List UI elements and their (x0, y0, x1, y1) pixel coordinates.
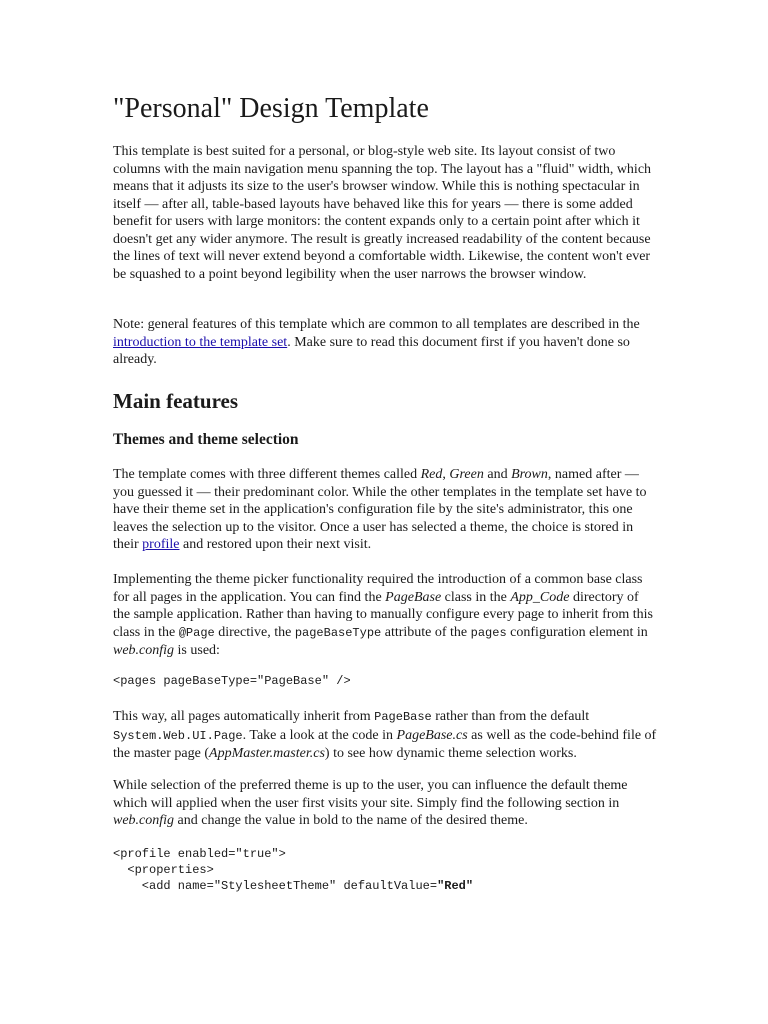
code-block-pages: <pages pageBaseType="PageBase" /> (113, 674, 351, 688)
themes-paragraph-1 (113, 466, 658, 554)
code-text: <add name="StylesheetTheme" defaultValue= (113, 879, 438, 893)
code-page-directive: @Page (178, 625, 215, 640)
class-name-pagebase: PageBase (385, 589, 442, 605)
text-span: , named after — you guessed it — their predominant color. While the other templates in the template set have to have their theme set in the application's configuration file by the site's administrator, this one leaves the selection up to the visitor. Once a user has selected a theme, the choice is stored in their (113, 467, 647, 552)
text-span: directory of the sample application. Rather than having to manually configure every page to inherit from this class in the (113, 589, 654, 640)
code-system-web-ui-page: System.Web.UI.Page (113, 728, 243, 743)
file-name-webconfig: web.config (113, 813, 175, 828)
page-title: "Personal" Design Template (113, 93, 429, 124)
code-default-value-bold: "Red" (437, 879, 474, 893)
note-text-after: . Make sure to read this document first if you haven't done so already. (113, 334, 630, 367)
template-set-intro-link[interactable]: introduction to the template set (113, 334, 288, 350)
text-span: The template comes with three different themes called (113, 467, 421, 482)
themes-paragraph-2 (113, 571, 658, 660)
code-line: <profile enabled="true"> (113, 847, 286, 861)
text-span: This way, all pages automatically inherit from (113, 709, 375, 724)
file-name-webconfig: web.config (113, 643, 175, 658)
text-span: and (483, 467, 512, 482)
text-span: While selection of the preferred theme is up to the user, you can influence the default theme which will applied when the user first visits your site. Simply find the following section in (113, 778, 628, 811)
theme-name-brown: Brown (511, 467, 548, 482)
code-block-profile (113, 846, 473, 894)
text-span: and change the value in bold to the name of the desired theme. (174, 813, 528, 828)
theme-name-red: Red (420, 467, 443, 482)
intro-paragraph: This template is best suited for a personal, or blog-style web site. Its layout consist of two columns with the main navigation menu spanning the top. The layout has a "fluid" width, which means that it adjusts its size to the user's browser window. While this is nothing spectacular in itself — after all, table-based layouts have behaved like this for years — there is some added benefit for users with large monitors: the content expands only to a certain point after which it doesn't get any wider anymore. The result is greatly increased readability of the content because the lines of text will never extend beyond a comfortable width. Likewise, the content won't ever be squashed to a point beyond legibility when the user narrows the browser window. (113, 144, 652, 282)
code-line: <properties> (113, 863, 214, 877)
text-span: configuration element in (506, 624, 648, 640)
text-span: . Take a look at the code in (242, 727, 397, 743)
themes-paragraph-4 (113, 777, 658, 830)
file-name-pagebase-cs: PageBase.cs (396, 727, 468, 743)
file-name-appmaster: AppMaster.master.cs (209, 746, 325, 761)
text-span: directive, the (214, 624, 295, 640)
code-pages: pages (470, 625, 507, 640)
text-span: is used: (174, 643, 220, 658)
text-span: and restored upon their next visit. (179, 537, 372, 552)
text-span: rather than from the default (431, 709, 590, 724)
code-pagebase: PageBase (374, 710, 432, 724)
note-paragraph (113, 316, 658, 369)
text-span: Implementing the theme picker functionality required the introduction of a common base class for all pages in the application. You can find the (113, 572, 643, 605)
directory-name-appcode: App_Code (510, 589, 570, 605)
text-span: class in the (441, 589, 511, 605)
code-pagebasetype: pageBaseType (294, 625, 382, 640)
note-text-before: Note: general features of this template which are common to all templates are described in the (113, 317, 640, 332)
text-span: as well as the code-behind file of the master page ( (113, 727, 657, 761)
text-span: ) to see how dynamic theme selection works. (324, 746, 577, 761)
themes-paragraph-3 (113, 708, 658, 763)
theme-name-green: Green (449, 467, 484, 482)
code-line (113, 878, 473, 894)
profile-link[interactable]: profile (142, 537, 180, 552)
text-span: , (442, 467, 450, 482)
text-span: attribute of the (381, 624, 471, 640)
main-features-heading: Main features (113, 389, 239, 413)
themes-heading: Themes and theme selection (113, 431, 299, 448)
